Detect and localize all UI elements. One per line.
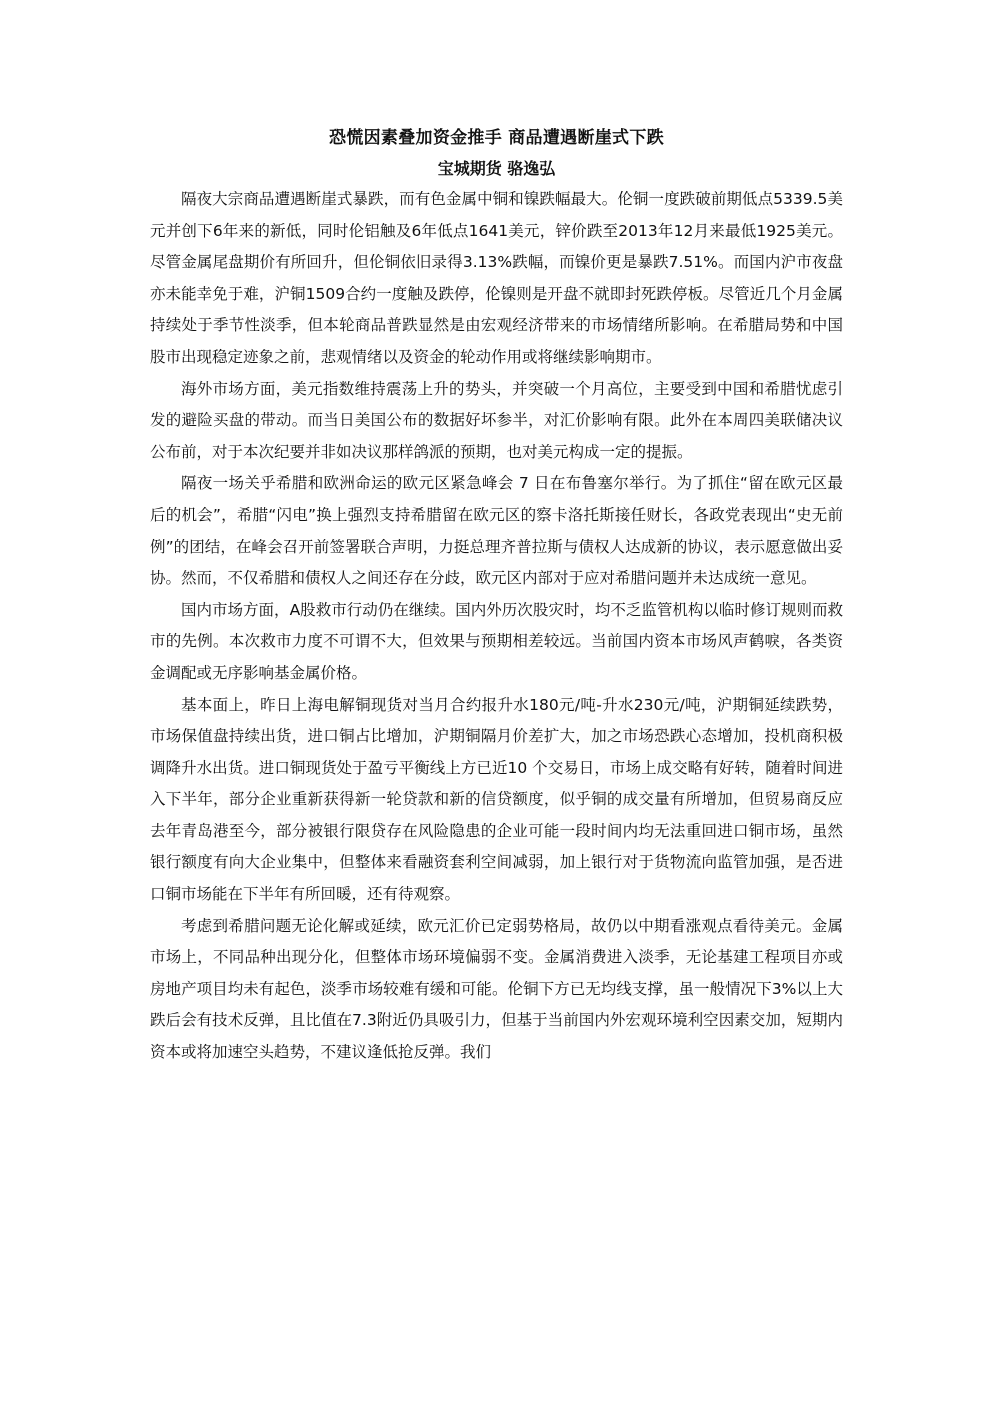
paragraph-3: 隔夜一场关乎希腊和欧洲命运的欧元区紧急峰会 7 日在布鲁塞尔举行。为了抓住“留在欧元区最后的机会”，希腊“闪电”换上强烈支持希腊留在欧元区的察卡洛托斯接任财长，各政党表现出“史无前例”的团结，在峰会召开前签署联合声明，力挺总理齐普拉斯与债权人达成新的协议，表示愿意做出妥协。然而，不仅希腊和债权人之间还存在分歧，欧元区内部对于应对希腊问题并未达成统一意见。 xyxy=(150,474,843,588)
paragraph-2: 海外市场方面，美元指数维持震荡上升的势头，并突破一个月高位，主要受到中国和希腊忧虑引发的避险买盘的带动。而当日美国公布的数据好坏参半，对汇价影响有限。此外在本周四美联储决议公布前，对于本次纪要并非如决议那样鸽派的预期，也对美元构成一定的提振。 xyxy=(150,379,843,461)
document-page xyxy=(150,126,843,1069)
paragraph-6: 考虑到希腊问题无论化解或延续，欧元汇价已定弱势格局，故仍以中期看涨观点看待美元。金属市场上，不同品种出现分化，但整体市场环境偏弱不变。金属消费进入淡季，无论基建工程项目亦或房地产项目均未有起色，淡季市场较难有缓和可能。伦铜下方已无均线支撑，虽一般情况下3%以上大跌后会有技术反弹，且比值在7.3附近仍具吸引力，但基于当前国内外宏观环境利空因素交加，短期内资本或将加速空头趋势，不建议逢低抢反弹。我们 xyxy=(150,916,843,1062)
paragraph-1: 隔夜大宗商品遭遇断崖式暴跌，而有色金属中铜和镍跌幅最大。伦铜一度跌破前期低点5339.5美元并创下6年来的新低，同时伦铝触及6年低点1641美元，锌价跌至2013年12月来最低1925美元。尽管金属尾盘期价有所回升，但伦铜依旧录得3.13%跌幅，而镍价更是暴跌7.51%。而国内沪市夜盘亦未能幸免于难，沪铜1509合约一度触及跌停，伦镍则是开盘不就即封死跌停板。尽管近几个月金属持续处于季节性淡季，但本轮商品普跌显然是由宏观经济带来的市场情绪所影响。在希腊局势和中国股市出现稳定迹象之前，悲观情绪以及资金的轮动作用或将继续影响期市。 xyxy=(150,190,843,366)
paragraph-4: 国内市场方面，A股救市行动仍在继续。国内外历次股灾时，均不乏监管机构以临时修订规则而救市的先例。本次救市力度不可谓不大，但效果与预期相差较远。当前国内资本市场风声鹤唳，各类资金调配或无序影响基金属价格。 xyxy=(150,600,843,682)
article-title: 恐慌因素叠加资金推手 商品遭遇断崖式下跌 xyxy=(329,128,664,148)
paragraph-5: 基本面上，昨日上海电解铜现货对当月合约报升水180元/吨-升水230元/吨，沪期铜延续跌势，市场保值盘持续出货，进口铜占比增加，沪期铜隔月价差扩大，加之市场恐跌心态增加，投机商积极调降升水出货。进口铜现货处于盈亏平衡线上方已近10 个交易日，市场上成交略有好转，随着时间进入下半年，部分企业重新获得新一轮贷款和新的信贷额度，似乎铜的成交量有所增加，但贸易商反应去年青岛港至今，部分被银行限贷存在风险隐患的企业可能一段时间内均无法重回进口铜市场，虽然银行额度有向大企业集中，但整体来看融资套利空间减弱，加上银行对于货物流向监管加强，是否进口铜市场能在下半年有所回暖，还有待观察。 xyxy=(150,695,843,904)
article-author: 宝城期货 骆逸弘 xyxy=(437,159,556,178)
